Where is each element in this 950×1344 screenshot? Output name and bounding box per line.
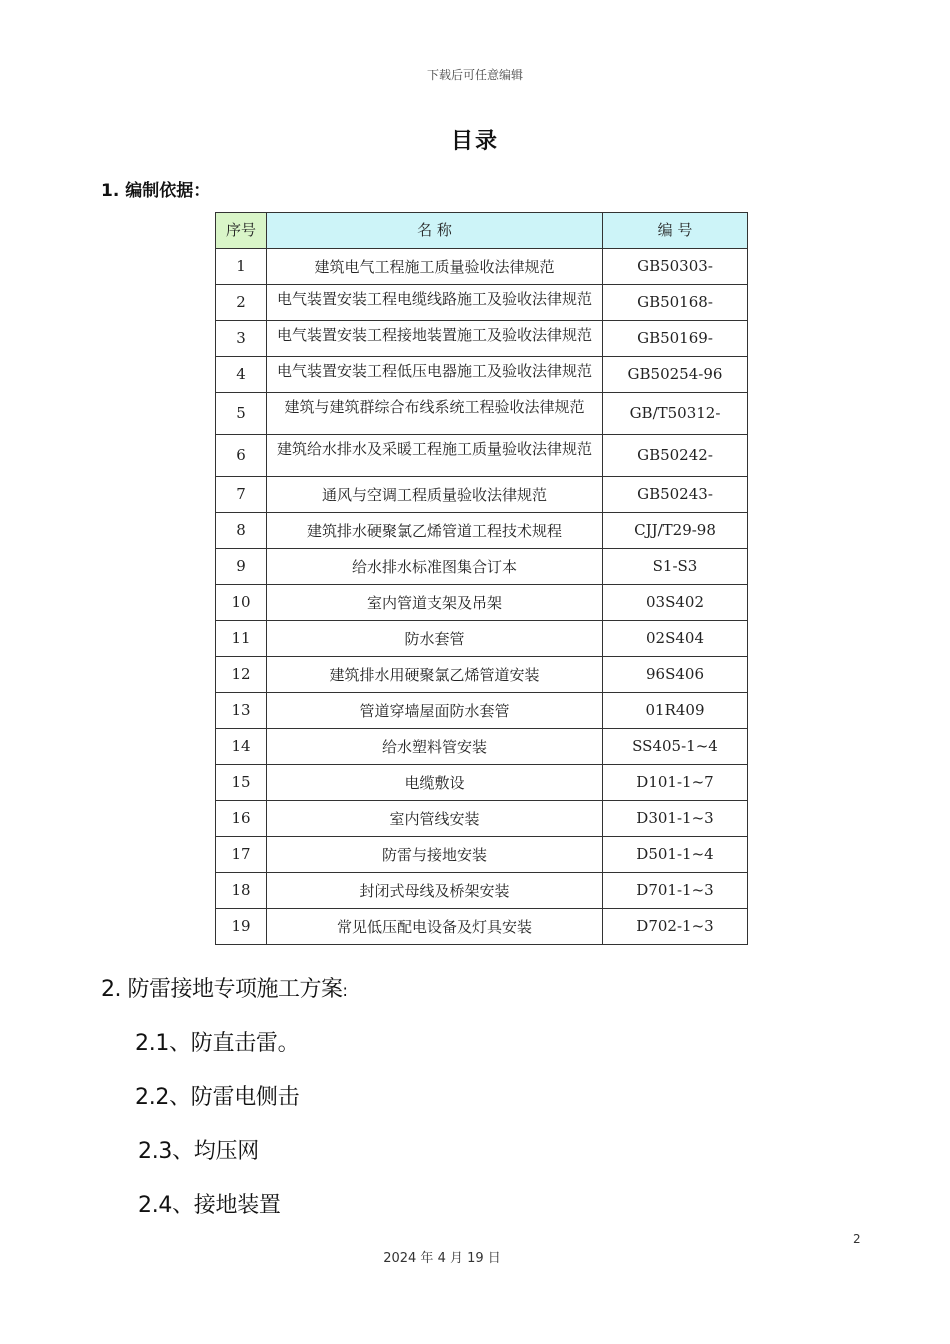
table-row xyxy=(216,435,748,477)
table-row xyxy=(216,321,748,357)
table-row xyxy=(216,477,748,513)
column-header-code: 编 号 xyxy=(603,213,748,249)
row-number: 1 xyxy=(216,249,267,285)
section-item-2-3: 2.3、均压网 xyxy=(138,1139,259,1164)
standard-name-cell xyxy=(267,549,603,585)
standard-name-cell xyxy=(267,801,603,837)
standard-name: 防水套管 xyxy=(404,630,465,648)
standard-name: 电气装置安装工程接地装置施工及验收法律规范 xyxy=(276,326,592,344)
table-row xyxy=(216,909,748,945)
standard-code: 96S406 xyxy=(603,657,748,693)
standard-name: 封闭式母线及桥架安装 xyxy=(359,882,510,900)
standard-name-cell xyxy=(267,321,603,357)
standard-code: GB/T50312- xyxy=(603,393,748,435)
row-number: 11 xyxy=(216,621,267,657)
row-number: 12 xyxy=(216,657,267,693)
column-header-name: 名 称 xyxy=(267,213,603,249)
standard-name: 管道穿墙屋面防水套管 xyxy=(359,702,510,720)
standard-name-cell xyxy=(267,693,603,729)
row-number: 14 xyxy=(216,729,267,765)
section-2-heading-text: 2. 防雷接地专项施工方案 xyxy=(101,977,343,1002)
row-number: 4 xyxy=(216,357,267,393)
standard-code: D101-1~7 xyxy=(603,765,748,801)
row-number: 8 xyxy=(216,513,267,549)
standard-code: D501-1~4 xyxy=(603,837,748,873)
standard-name: 电气装置安装工程电缆线路施工及验收法律规范 xyxy=(276,290,592,308)
header-note: 下载后可任意编辑 xyxy=(426,68,523,82)
standard-name-cell xyxy=(267,729,603,765)
section-1-heading: 1. 编制依据： xyxy=(101,181,211,201)
standard-name-cell xyxy=(267,357,603,393)
standard-name-cell xyxy=(267,477,603,513)
table-row xyxy=(216,801,748,837)
standard-name: 防雷与接地安装 xyxy=(381,846,487,864)
row-number: 13 xyxy=(216,693,267,729)
row-number: 5 xyxy=(216,393,267,435)
row-number: 9 xyxy=(216,549,267,585)
standard-name-cell xyxy=(267,837,603,873)
standard-code: GB50242- xyxy=(603,435,748,477)
standard-code: D702-1~3 xyxy=(603,909,748,945)
section-2-heading xyxy=(101,972,347,1003)
standard-code: GB50303- xyxy=(603,249,748,285)
table-header-row xyxy=(216,213,748,249)
row-number: 19 xyxy=(216,909,267,945)
row-number: 3 xyxy=(216,321,267,357)
row-number: 15 xyxy=(216,765,267,801)
standard-name-cell xyxy=(267,435,603,477)
standard-name-cell xyxy=(267,621,603,657)
standard-code: D701-1~3 xyxy=(603,873,748,909)
standards-table xyxy=(215,212,748,945)
standard-name-cell xyxy=(267,657,603,693)
standard-code: S1-S3 xyxy=(603,549,748,585)
table-row xyxy=(216,657,748,693)
standard-code: GB50169- xyxy=(603,321,748,357)
table-row xyxy=(216,765,748,801)
row-number: 7 xyxy=(216,477,267,513)
standard-name-cell xyxy=(267,249,603,285)
standard-name: 常见低压配电设备及灯具安装 xyxy=(336,918,532,936)
standard-name: 建筑排水用硬聚氯乙烯管道安装 xyxy=(329,666,540,684)
section-item-2-1: 2.1、防直击雷。 xyxy=(135,1031,300,1056)
standard-code: GB50168- xyxy=(603,285,748,321)
standard-name-cell xyxy=(267,393,603,435)
page-title: 目录 xyxy=(450,129,499,154)
standard-code: 02S404 xyxy=(603,621,748,657)
standard-code: 01R409 xyxy=(603,693,748,729)
standard-name: 电缆敷设 xyxy=(404,774,465,792)
standard-name: 建筑排水硬聚氯乙烯管道工程技术规程 xyxy=(306,522,562,540)
standard-name: 给水塑料管安装 xyxy=(381,738,487,756)
standard-code: 03S402 xyxy=(603,585,748,621)
column-header-no: 序号 xyxy=(216,213,267,249)
standard-name: 电气装置安装工程低压电器施工及验收法律规范 xyxy=(276,362,592,380)
table-row xyxy=(216,621,748,657)
footer-date: 2024 年 4 月 19 日 xyxy=(383,1251,501,1266)
standard-name-cell xyxy=(267,285,603,321)
standard-name-cell xyxy=(267,909,603,945)
table-row xyxy=(216,393,748,435)
standard-name: 建筑电气工程施工质量验收法律规范 xyxy=(314,258,555,276)
table-row xyxy=(216,873,748,909)
standard-name: 室内管线安装 xyxy=(389,810,480,828)
standard-code: CJJ/T29-98 xyxy=(603,513,748,549)
section-2-heading-colon: : xyxy=(342,981,348,1000)
standard-name-cell xyxy=(267,765,603,801)
standard-code: SS405-1~4 xyxy=(603,729,748,765)
standard-code: D301-1~3 xyxy=(603,801,748,837)
table-row xyxy=(216,585,748,621)
row-number: 17 xyxy=(216,837,267,873)
standard-name: 室内管道支架及吊架 xyxy=(366,594,502,612)
table-row xyxy=(216,513,748,549)
standard-name: 建筑给水排水及采暖工程施工质量验收法律规范 xyxy=(276,440,592,458)
standard-name-cell xyxy=(267,873,603,909)
table-row xyxy=(216,693,748,729)
row-number: 18 xyxy=(216,873,267,909)
page-number: 2 xyxy=(853,1232,861,1246)
standard-name: 通风与空调工程质量验收法律规范 xyxy=(321,486,547,504)
standard-name: 建筑与建筑群综合布线系统工程验收法律规范 xyxy=(284,398,585,416)
standard-name: 给水排水标准图集合订本 xyxy=(351,558,517,576)
table-row xyxy=(216,285,748,321)
table-row xyxy=(216,249,748,285)
section-item-2-2: 2.2、防雷电侧击 xyxy=(135,1085,300,1110)
standard-name-cell xyxy=(267,513,603,549)
table-body xyxy=(216,249,748,945)
row-number: 6 xyxy=(216,435,267,477)
standard-code: GB50243- xyxy=(603,477,748,513)
section-item-2-4: 2.4、接地装置 xyxy=(138,1193,281,1218)
row-number: 2 xyxy=(216,285,267,321)
standard-code: GB50254-96 xyxy=(603,357,748,393)
row-number: 10 xyxy=(216,585,267,621)
standard-name-cell xyxy=(267,585,603,621)
row-number: 16 xyxy=(216,801,267,837)
table-row xyxy=(216,357,748,393)
table-row xyxy=(216,837,748,873)
table-row xyxy=(216,729,748,765)
table-row xyxy=(216,549,748,585)
